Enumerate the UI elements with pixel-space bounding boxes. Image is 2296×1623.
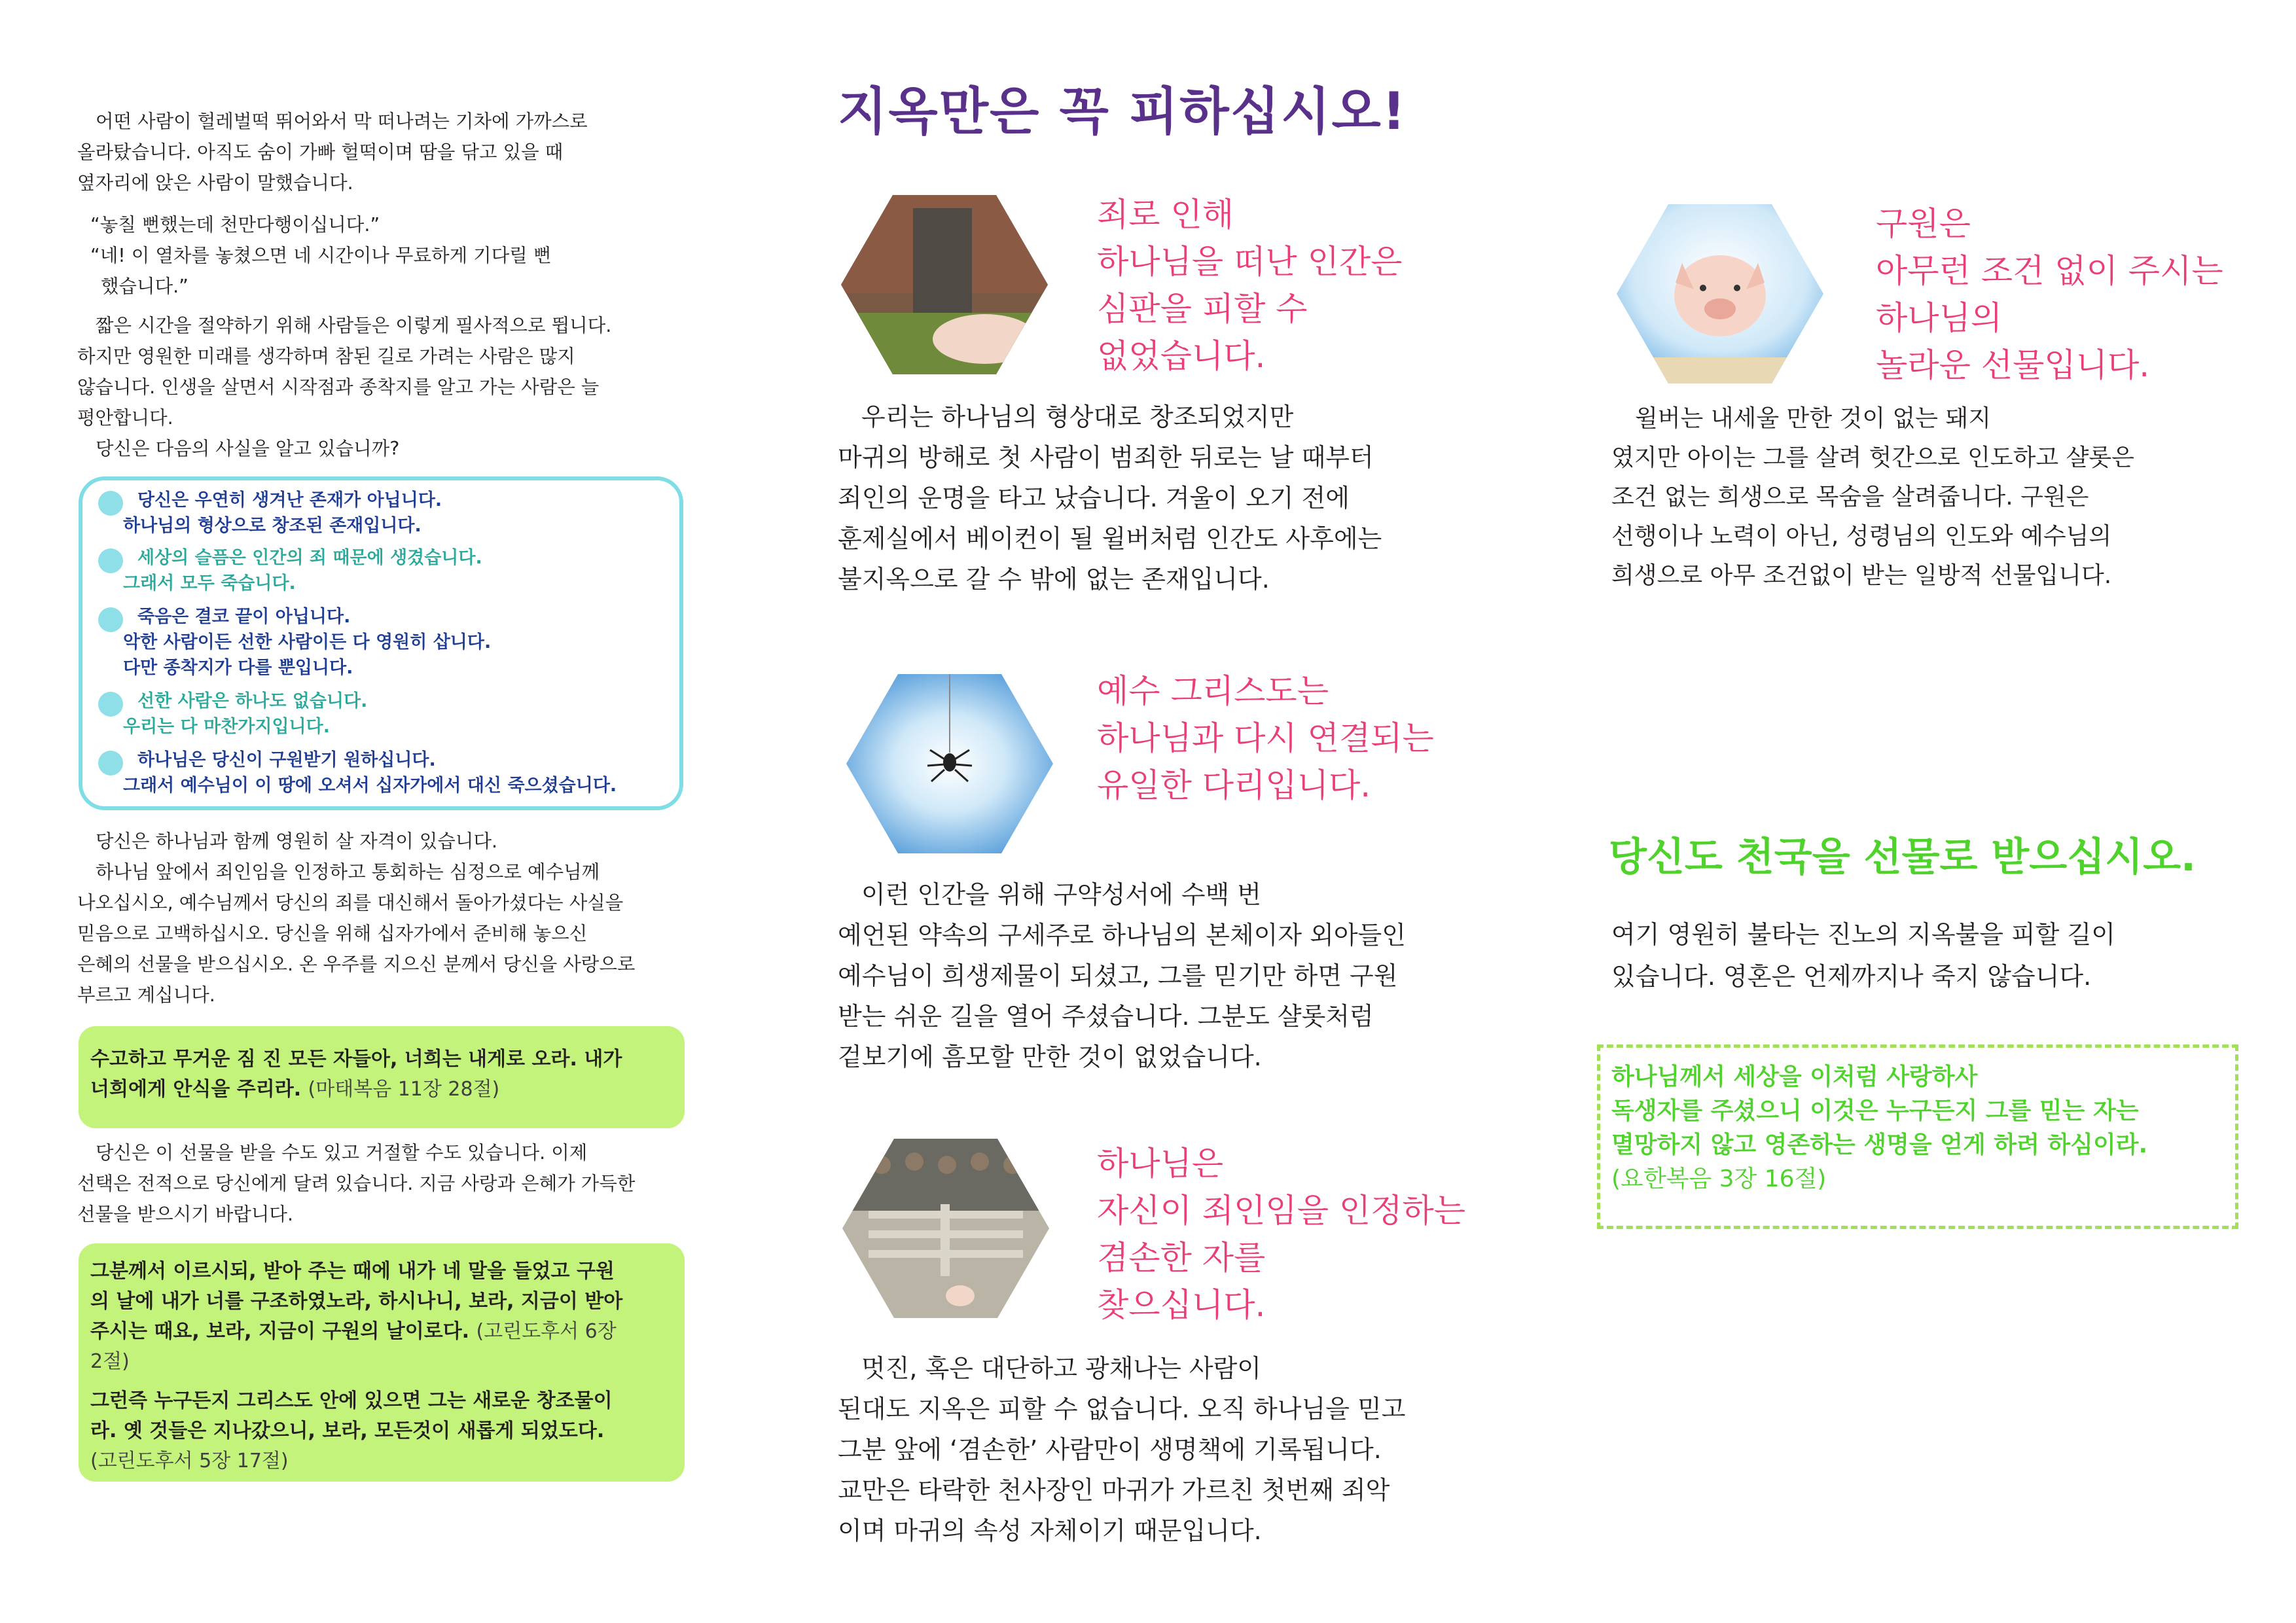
para-line: 선물을 받으시기 바랍니다.: [77, 1204, 294, 1225]
verse-box: [79, 1026, 685, 1128]
para-line: 하나님 앞에서 죄인임을 인정하고 통회하는 심정으로 예수님께: [96, 861, 600, 883]
green-body: 여기 영원히 불타는 진노의 지옥불을 피할 길이 있습니다. 영혼은 언제까지나 죽지 않습니다.: [1611, 920, 2115, 991]
intro-paragraph: [77, 106, 588, 198]
para-line: 당신은 하나님과 함께 영원히 살 자격이 있습니다.: [96, 830, 498, 852]
third-paragraph: [77, 826, 635, 1010]
section-body: 이런 인간을 위해 구약성서에 수백 번 예언된 약속의 구세주로 하나님의 본체이자 외아들인 예수님이 희생제물이 되셨고, 그를 믿기만 하면 구원 받는 쉬운 길을 열어 주셨습니다. 그분도 샬롯처럼 겉보기에 흠모할 만한 것이 없었습니다.: [838, 880, 1406, 1071]
verse-line: 너희에게 안식을 주리라. (마태복음 11장 28절): [90, 1078, 500, 1101]
verse-line: 수고하고 무거운 짐 진 모든 자들아, 너희는 내게로 오라. 내가: [90, 1048, 622, 1071]
fourth-paragraph: [77, 1137, 635, 1230]
quote-line: 했습니다.”: [101, 276, 188, 297]
green-title: 당신도 천국을 선물로 받으십시오.: [1609, 834, 2196, 880]
pig-face-icon: [1617, 204, 1823, 383]
intro-line: 어떤 사람이 헐레벌떡 뛰어와서 막 떠나려는 기차에 가까스로: [96, 111, 588, 132]
quote-line: “네! 이 열차를 놓쳤으면 네 시간이나 무료하게 기다릴 뻔: [90, 245, 552, 266]
section-heading: 하나님은 자신이 죄인임을 인정하는 겸손한 자를 찾으십니다.: [1097, 1145, 1466, 1324]
intro-line: 올라탔습니다. 아직도 숨이 가빠 헐떡이며 땀을 닦고 있을 때: [77, 141, 564, 163]
section-body: 우리는 하나님의 형상대로 창조되었지만 마귀의 방해로 첫 사람이 범죄한 뒤로는 날 때부터 죄인의 운명을 타고 났습니다. 겨울이 오기 전에 훈제실에서 베이컨이 될 윌버처럼 인간도 사후에는 불지옥으로 갈 수 밖에 없는 존재입니다.: [838, 402, 1382, 594]
fact-item: 하나님은 당신이 구원받기 원하십니다. 그래서 예수님이 이 땅에 오셔서 십자가에서 대신 죽으셨습니다.: [123, 750, 617, 796]
pig-at-fence-icon: [842, 1139, 1049, 1318]
fact-item: 죽음은 결코 끝이 아닙니다. 악한 사람이든 선한 사람이든 다 영원히 삽니다. 다만 종착지가 다를 뿐입니다.: [123, 607, 492, 678]
verse-text: 하나님께서 세상을 이처럼 사랑하사 독생자를 주셨으니 이것은 누구든지 그를 믿는 자는 멸망하지 않고 영존하는 생명을 얻게 하려 하심이라. (요한복음 3장 16절): [1611, 1060, 2147, 1196]
section-heading: 죄로 인해 하나님을 떠난 인간은 심판을 피할 수 없었습니다.: [1097, 196, 1403, 375]
para-line: 당신은 이 선물을 받을 수도 있고 거절할 수도 있습니다. 이제: [96, 1142, 588, 1164]
para-line: 부르고 계십니다.: [77, 984, 215, 1006]
pig-portrait-image: [1617, 204, 1823, 383]
verse-line: 라. 옛 것들은 지나갔으니, 보라, 모든것이 새롭게 되었도다.: [90, 1419, 605, 1442]
verse-reference: 2절): [90, 1350, 130, 1373]
verse-reference: (요한복음 3장 16절): [1611, 1166, 1827, 1192]
section-heading: 예수 그리스도는 하나님과 다시 연결되는 유일한 다리입니다.: [1097, 672, 1434, 804]
verse-line: 의 날에 내가 너를 구조하였노라, 하시나니, 보라, 지금이 받아: [90, 1290, 623, 1313]
para-line: 평안합니다.: [77, 407, 173, 429]
second-paragraph: [77, 310, 611, 464]
para-line: 짧은 시간을 절약하기 위해 사람들은 이렇게 필사적으로 뜁니다.: [96, 315, 612, 336]
para-line: 당신은 다음의 사실을 알고 있습니까?: [96, 438, 400, 459]
verse-line: 주시는 때요, 보라, 지금이 구원의 날이로다. (고린도후서 6장: [90, 1320, 617, 1343]
para-line: 하지만 영원한 미래를 생각하며 참된 길로 가려는 사람은 많지: [77, 346, 575, 367]
quote-dialogue: [90, 209, 551, 302]
fact-item: 세상의 슬픔은 인간의 죄 때문에 생겼습니다. 그래서 모두 죽습니다.: [123, 548, 482, 594]
pig-by-barn-icon: [841, 195, 1048, 374]
verse-reference: (마태복음 11장 28절): [308, 1078, 500, 1101]
bullet-dot-icon: [98, 751, 123, 776]
bullet-dot-icon: [98, 548, 123, 573]
spider-icon: [846, 674, 1053, 853]
intro-line: 옆자리에 앉은 사람이 말했습니다.: [77, 172, 353, 194]
bullet-dot-icon: [98, 607, 123, 632]
para-line: 믿음으로 고백하십시오. 당신을 위해 십자가에서 준비해 놓으신: [77, 923, 588, 944]
crowd-at-fair-pig-image: [842, 1139, 1049, 1318]
main-title: 지옥만은 꼭 피하십시오!: [838, 82, 1407, 141]
verse-line: 그분께서 이르시되, 받아 주는 때에 내가 네 말을 들었고 구원: [90, 1260, 615, 1283]
fact-item: 선한 사람은 하나도 없습니다. 우리는 다 마찬가지입니다.: [123, 691, 368, 737]
spider-in-web-image: [846, 674, 1053, 853]
pig-by-barn-image: [841, 195, 1048, 374]
verse-line: 그런즉 누구든지 그리스도 안에 있으면 그는 새로운 창조물이: [90, 1389, 613, 1412]
para-line: 선택은 전적으로 당신에게 달려 있습니다. 지금 사랑과 은혜가 가득한: [77, 1173, 636, 1194]
bullet-dot-icon: [98, 491, 123, 516]
fact-item: 당신은 우연히 생겨난 존재가 아닙니다. 하나님의 형상으로 창조된 존재입니다.: [123, 490, 442, 536]
verse-reference: (고린도후서 6장: [476, 1320, 617, 1343]
verse-reference: (고린도후서 5장 17절): [90, 1450, 289, 1472]
verse-box: [79, 1243, 685, 1482]
quote-line: “놓칠 뻔했는데 천만다행이십니다.”: [90, 214, 380, 236]
para-line: 나오십시오, 예수님께서 당신의 죄를 대신해서 돌아가셨다는 사실을: [77, 892, 624, 914]
section-body: 멋진, 혹은 대단하고 광채나는 사람이 된대도 지옥은 피할 수 없습니다. 오직 하나님을 믿고 그분 앞에 ‘겸손한’ 사람만이 생명책에 기록됩니다. 교만은 타락한 천사장인 마귀가 가르친 첫번째 죄악 이며 마귀의 속성 자체이기 때문입니다.: [838, 1354, 1406, 1545]
para-line: 않습니다. 인생을 살면서 시작점과 종착지를 알고 가는 사람은 늘: [77, 376, 600, 398]
section-heading: 구원은 아무런 조건 없이 주시는 하나님의 놀라운 선물입니다.: [1876, 205, 2223, 384]
bullet-dot-icon: [98, 692, 123, 717]
para-line: 은혜의 선물을 받으십시오. 온 우주를 지으신 분께서 당신을 사랑으로: [77, 954, 636, 975]
section-body: 윌버는 내세울 만한 것이 없는 돼지 였지만 아이는 그를 살려 헛간으로 인도하고 샬롯은 조건 없는 희생으로 목숨을 살려줍니다. 구원은 선행이나 노력이 아닌, 성령님의 인도와 예수님의 희생으로 아무 조건없이 받는 일방적 선물입니다.: [1611, 405, 2134, 589]
